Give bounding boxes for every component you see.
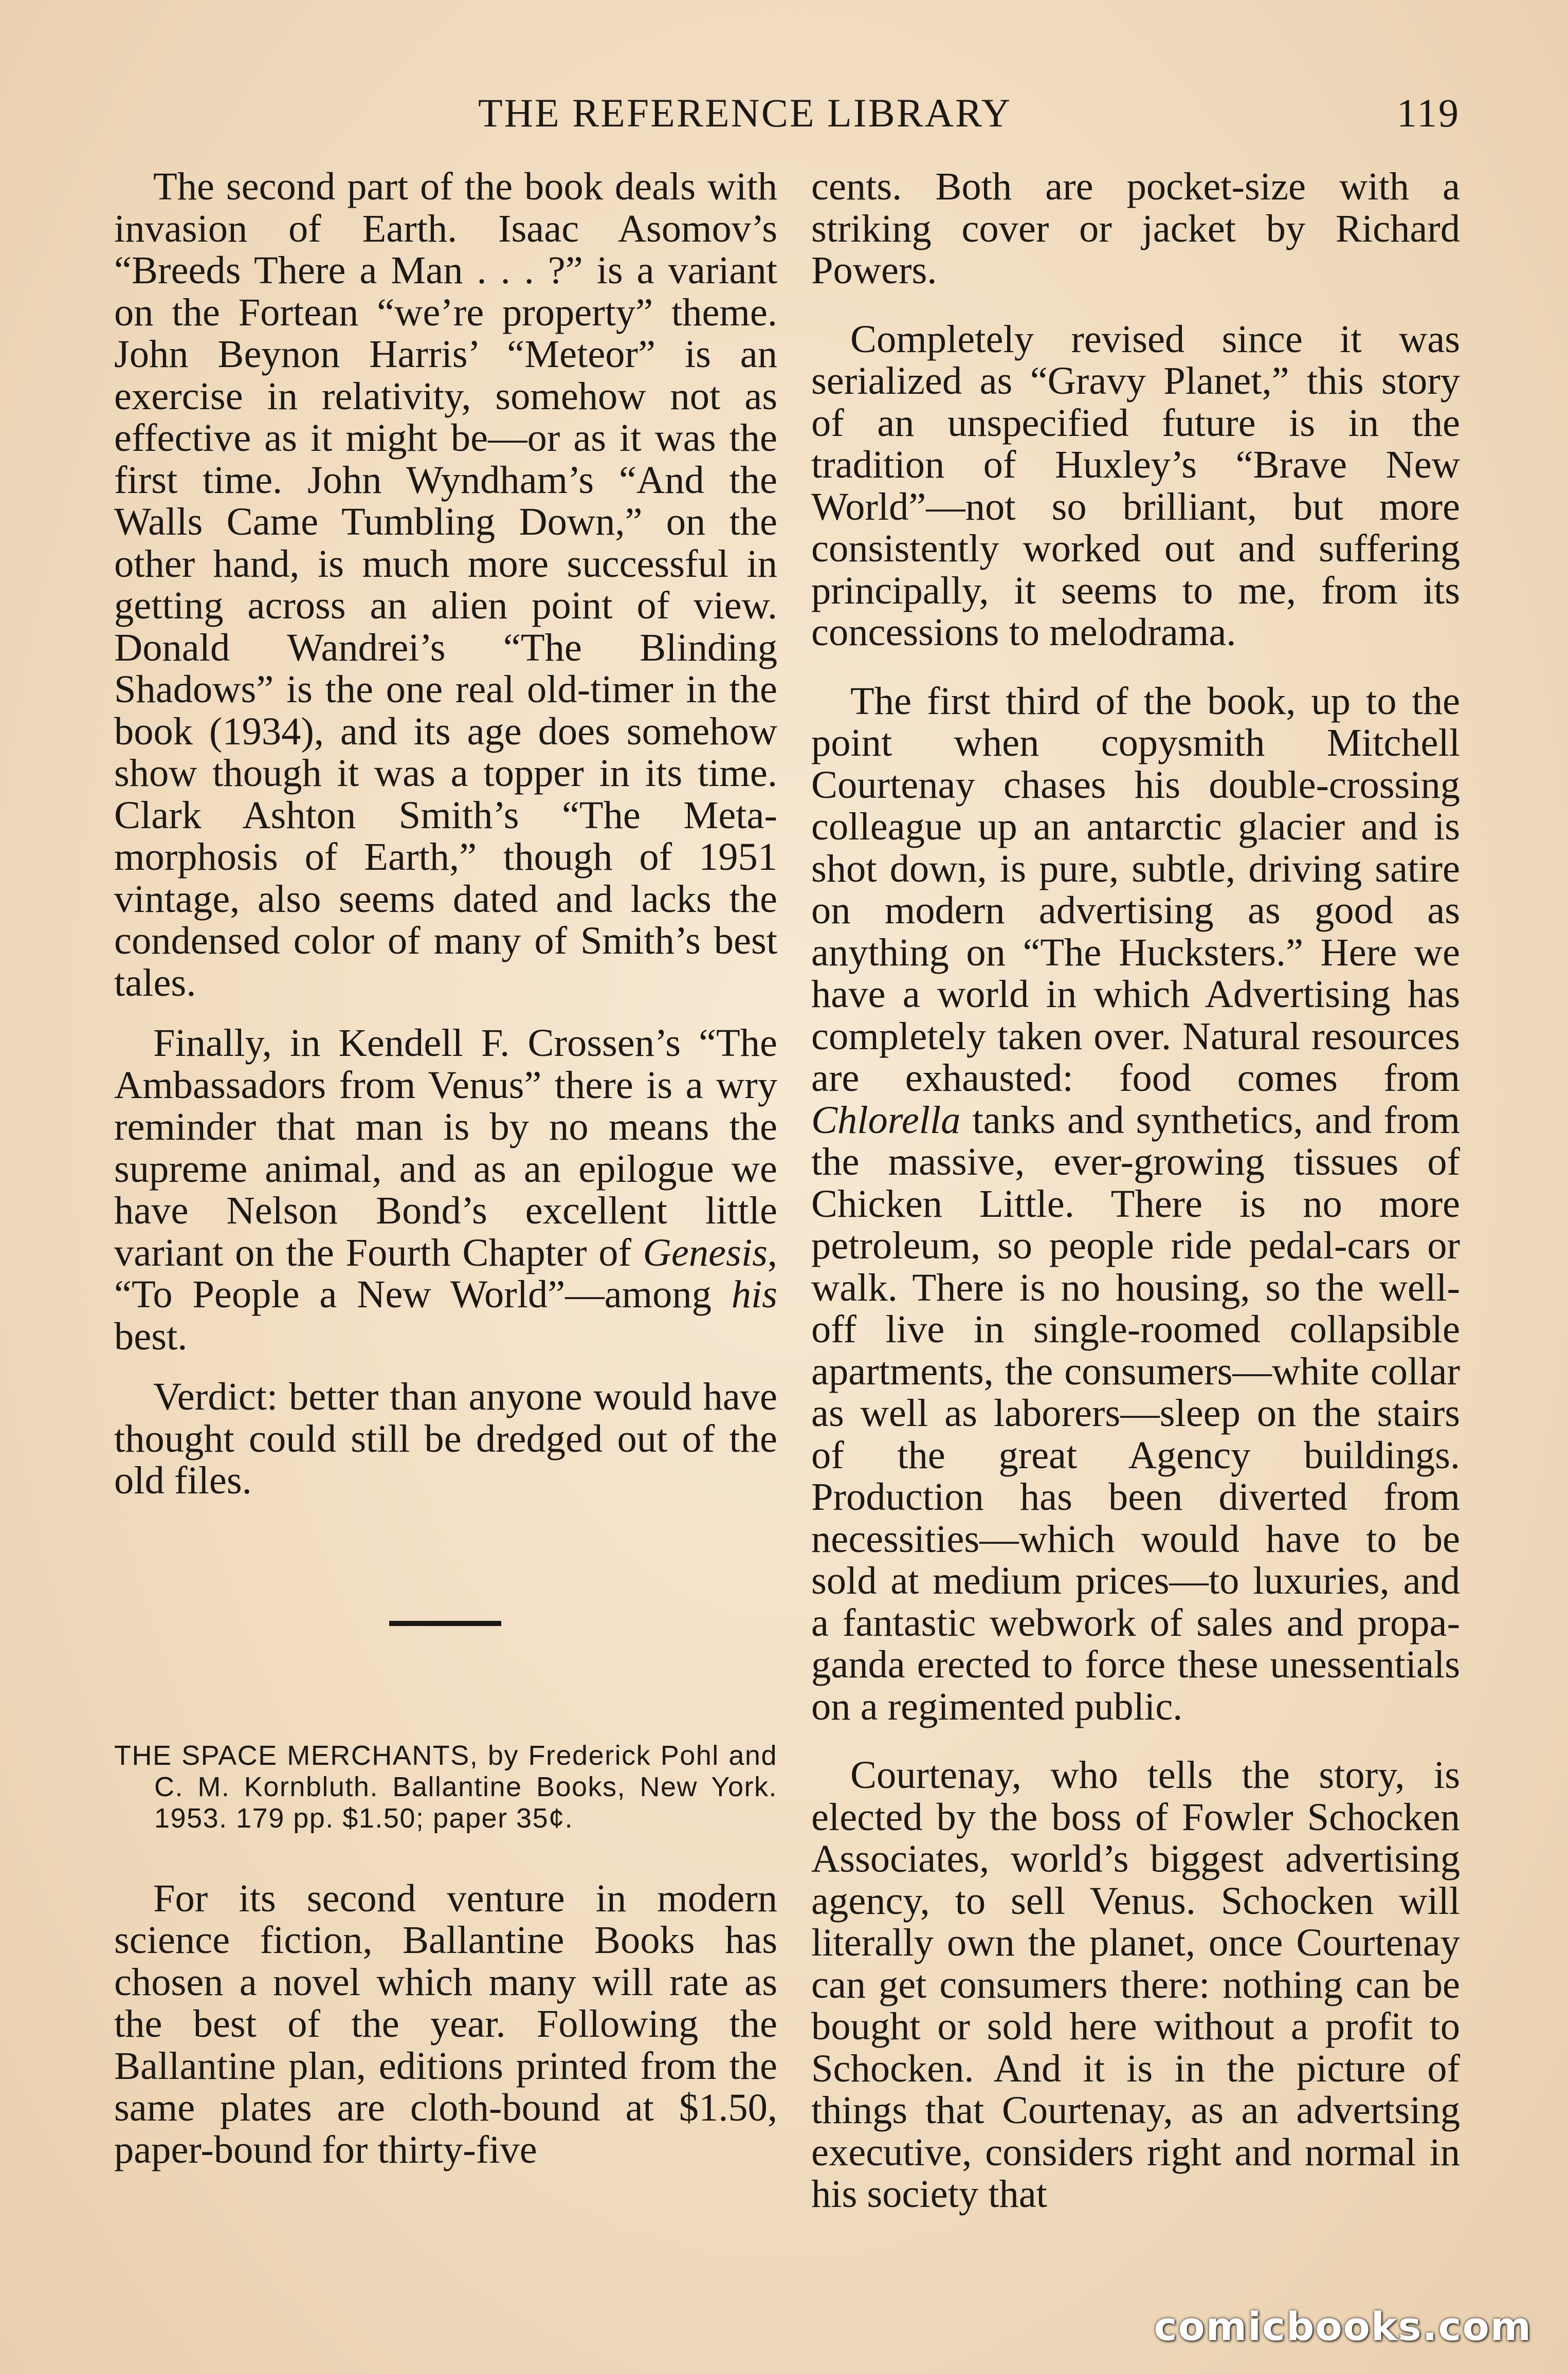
- paragraph: Courtenay, who tells the story, is elected by the boss of Fowler Schocken Associates, world’s biggest advertising agency, to sell Venus. Schocken will literally own the planet, once Courtenay can get consumers there: nothing can be bought or sold here without a profit to Schocken. And it is in the picture of things that Courtenay, as an advertsing executive, considers right and normal in his society that: [811, 1753, 1460, 2216]
- paragraph: [811, 680, 1460, 1728]
- paragraph: [114, 1022, 777, 1357]
- text-run: tanks and synthetics, and from the massive, ever-growing tissues of Chicken Little. There is no more petroleum, so people ride pedal-cars or walk. There is no housing, so the well-off live in single-roomed collapsible apartments, the consumers—white collar as well as laborers—sleep on the stairs of the great Agency buildings. Production has been diverted from necessities—which would have to be sold at medium prices—to luxuries, and a fantastic webwork of sales and propaganda erected to force these unessentials on a regimented public.: [811, 1098, 1460, 1728]
- text-run: best.: [114, 1314, 188, 1358]
- text-run: The first third of the book, up to the point when copysmith Mitchell Courtenay chases his double-crossing colleague up an antarctic glacier and is shot down, is pure, subtle, driving satire on modern advertising as good as anything on “The Hucksters.” Here we have a world in which Advertising has completely taken over. Natural resources are exhausted: food comes from: [811, 679, 1460, 1100]
- text-run: Finally, in Kendell F. Crossen’s “The Ambassadors from Venus” there is a wry reminder that man is by no means the supreme animal, and as an epilogue we have Nelson Bond’s excellent little variant on the Fourth Chapter of: [114, 1021, 777, 1274]
- book-citation: THE SPACE MERCHANTS, by Frederick Pohl and C. M. Kornbluth. Ballantine Books, New York. 1953. 179 pp. $1.50; paper 35¢.: [114, 1740, 777, 1834]
- paragraph: cents. Both are pocket-size with a striking cover or jacket by Richard Powers.: [811, 165, 1460, 292]
- section-title: THE REFERENCE LIBRARY: [478, 90, 1012, 135]
- section-divider: [389, 1621, 501, 1626]
- verdict-paragraph: Verdict: better than anyone would have thought could still be dredged out of the old files.: [114, 1375, 777, 1502]
- watermark: comicbooks.com: [1154, 2304, 1532, 2349]
- paragraph: The second part of the book deals with invasion of Earth. Isaac Asomov’s “Breeds There a Man . . . ?” is a variant on the Fortean “we’re property” theme. John Beynon Harris’ “Meteor” is an exercise in relativity, somehow not as effective as it might be—or as it was the first time. John Wyndham’s “And the Walls Came Tumbling Down,” on the other hand, is much more successful in getting across an alien point of view. Donald Wandrei’s “The Blinding Shadows” is the one real old-timer in the book (1934), and its age does somehow show though it was a topper in its time. Clark Ashton Smith’s “The Metamorphosis of Earth,” though of 1951 vintage, also seems dated and lacks the condensed color of many of Smith’s best tales.: [114, 165, 777, 1005]
- running-header: [113, 90, 1460, 136]
- paragraph: For its second venture in modern science fiction, Ballantine Books has chosen a novel which many will rate as the best of the year. Following the Ballantine plan, editions printed from the same plates are cloth-bound at $1.50, paper-bound for thirty-five: [114, 1876, 777, 2171]
- page-number: 119: [1396, 90, 1460, 135]
- text-run: , “To People a New World”—among: [114, 1230, 777, 1316]
- left-column: [114, 166, 777, 2170]
- right-column: [811, 166, 1460, 2215]
- paragraph: Completely revised since it was serialized as “Gravy Planet,” this story of an unspecified future is in the tradition of Huxley’s “Brave New World”—not so brilliant, but more consistently worked out and suffering principally, it seems to me, from its concessions to melodrama.: [811, 317, 1460, 654]
- italic-word: Chlorella: [811, 1098, 961, 1142]
- italic-word: his: [731, 1272, 777, 1316]
- italic-title: Genesis: [643, 1230, 768, 1274]
